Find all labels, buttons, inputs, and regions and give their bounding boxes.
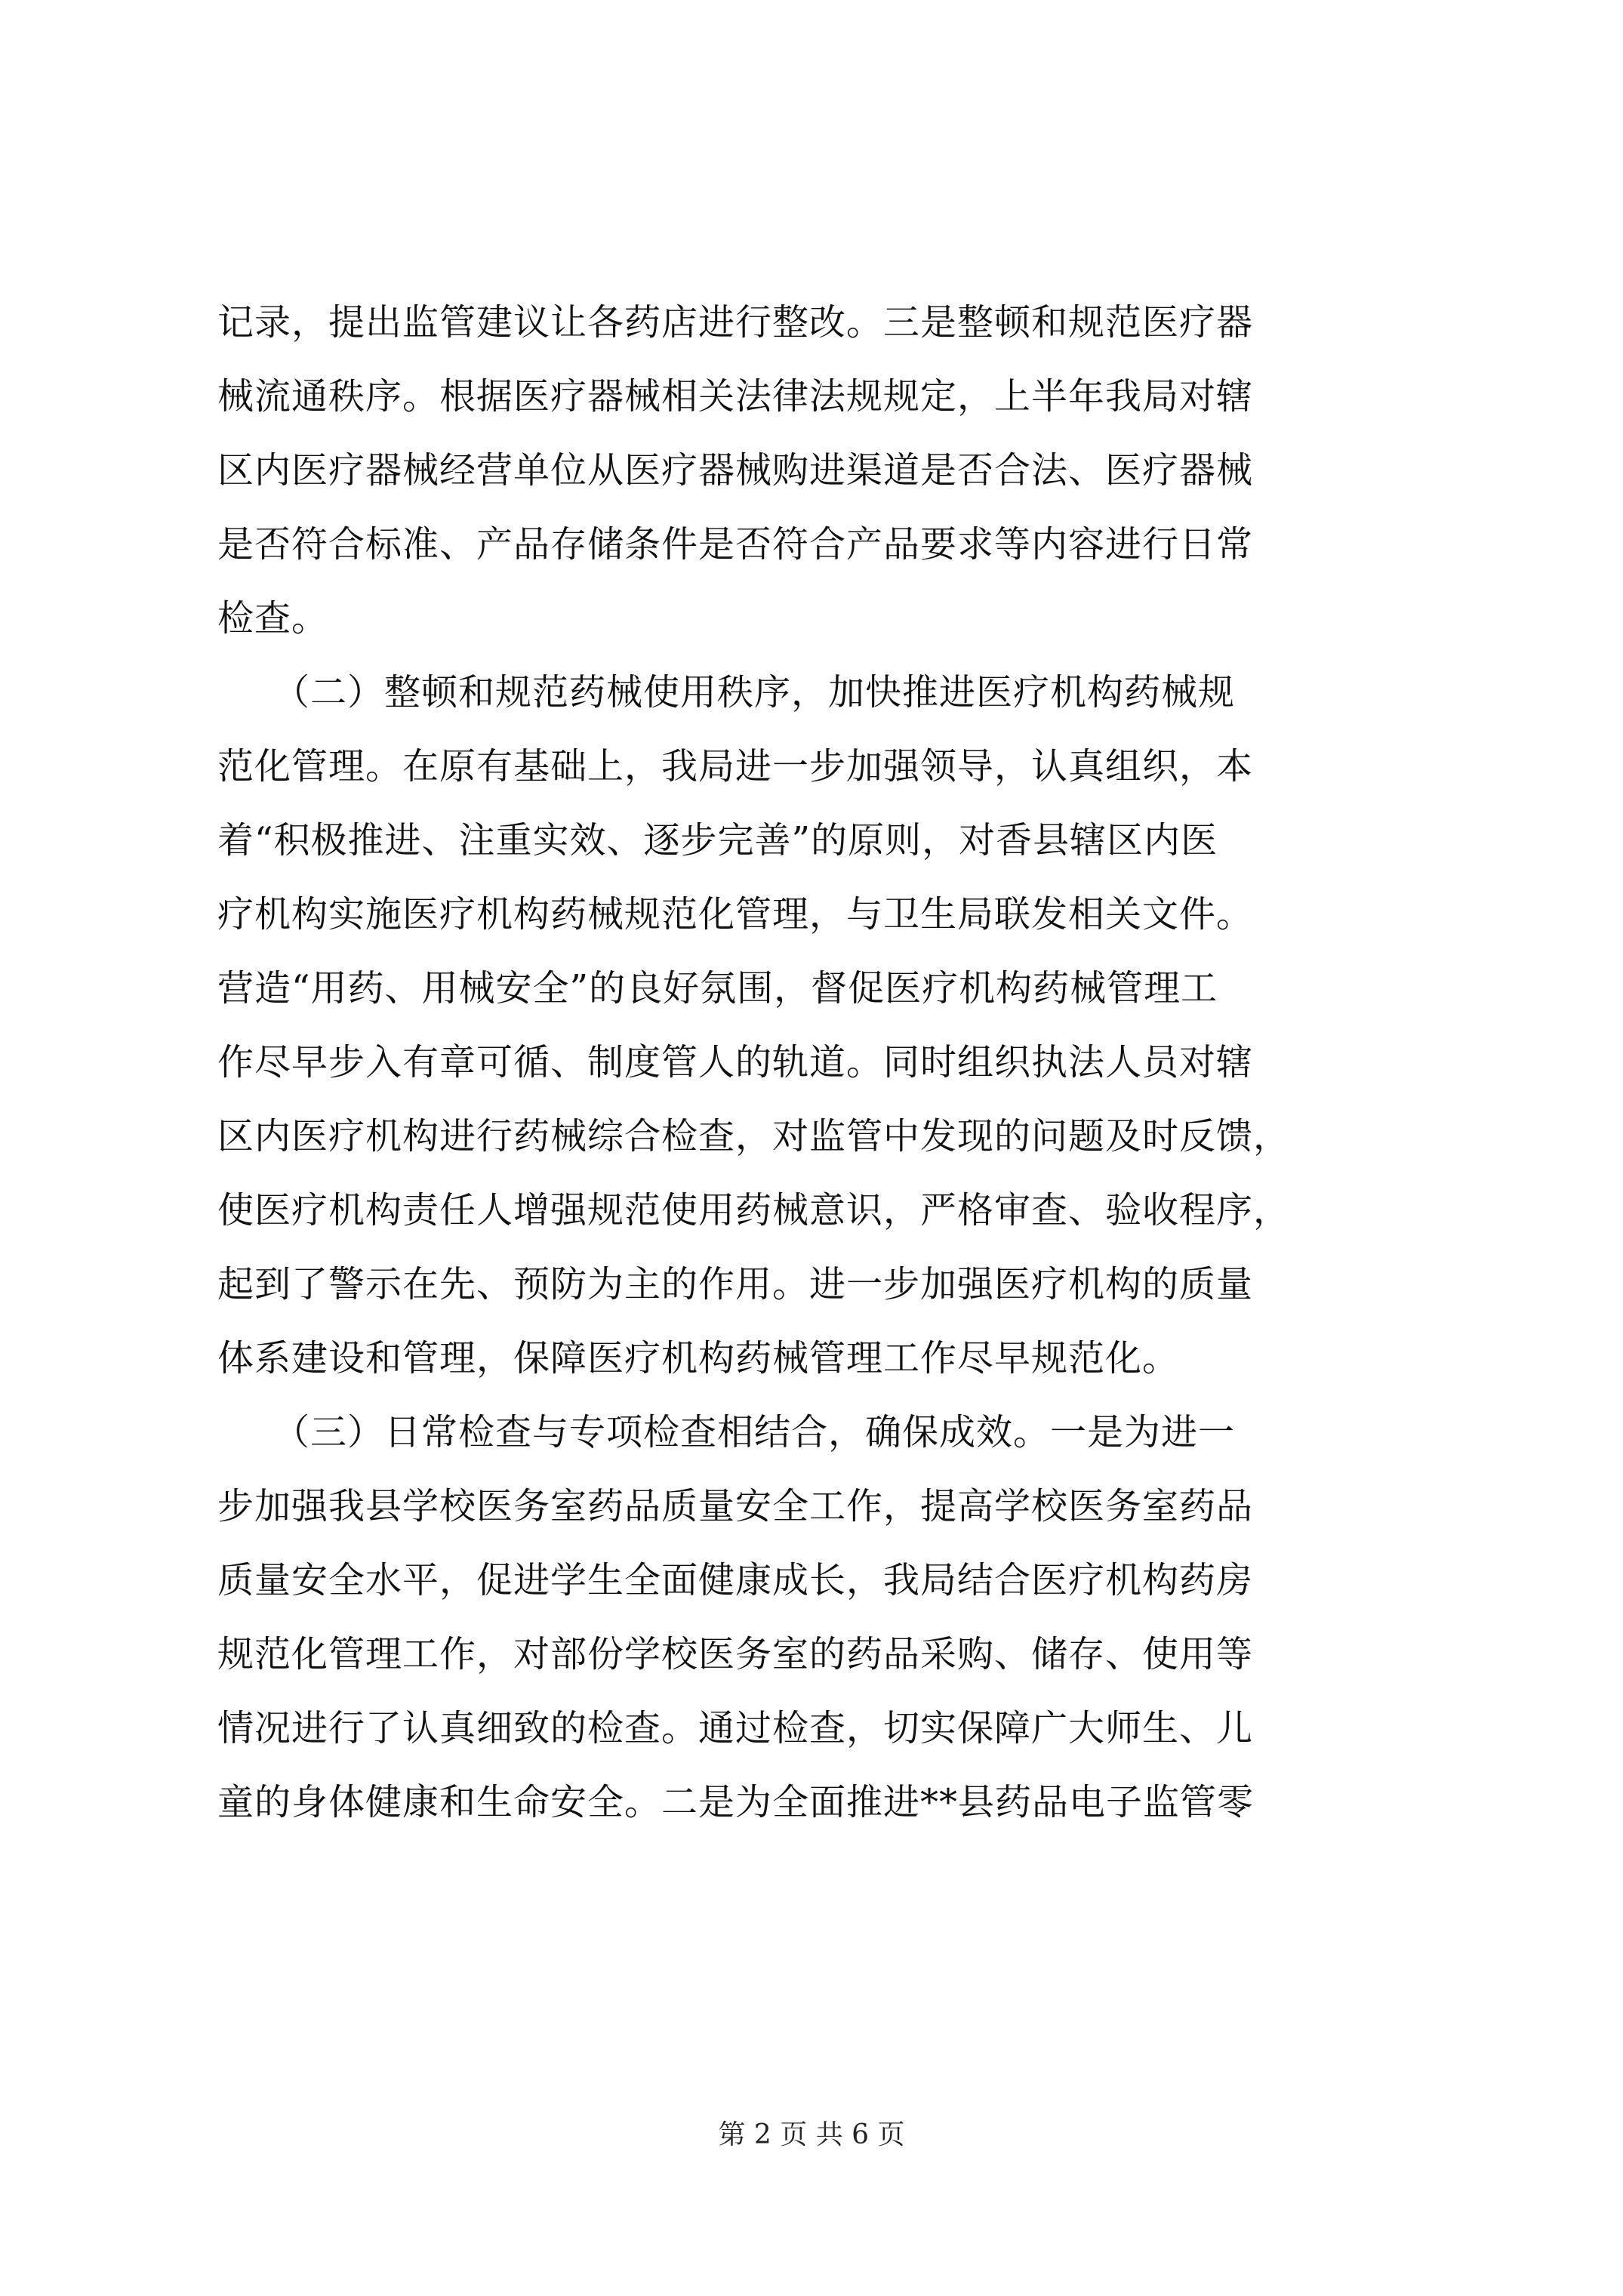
text-line: 质量安全水平，促进学生全面健康成长，我局结合医疗机构药房 <box>217 1559 1254 1601</box>
text-line: 记录，提出监管建议让各药店进行整改。三是整顿和规范医疗器 <box>217 301 1254 344</box>
text-line: （三）日常检查与专项检查相结合，确保成效。一是为进一 <box>217 1411 1236 1453</box>
text-line: 步加强我县学校医务室药品质量安全工作，提高学校医务室药品 <box>217 1485 1254 1527</box>
text-line: 是否符合标准、产品存储条件是否符合产品要求等内容进行日常 <box>217 523 1254 566</box>
text-line: （二）整顿和规范药械使用秩序，加快推进医疗机构药械规 <box>217 671 1236 713</box>
text-line: 起到了警示在先、预防为主的作用。进一步加强医疗机构的质量 <box>217 1263 1254 1305</box>
text-line: 规范化管理工作，对部份学校医务室的药品采购、储存、使用等 <box>217 1633 1254 1675</box>
text-line: 范化管理。在原有基础上，我局进一步加强领导，认真组织，本 <box>217 745 1254 787</box>
text-line: 着“积极推进、注重实效、逐步完善”的原则，对香县辖区内医 <box>217 819 1218 861</box>
text-line: 区内医疗器械经营单位从医疗器械购进渠道是否合法、医疗器械 <box>217 449 1254 492</box>
text-line: 童的身体健康和生命安全。二是为全面推进**县药品电子监管零 <box>217 1781 1255 1823</box>
text-line: 情况进行了认真细致的检查。通过检查，切实保障广大师生、儿 <box>217 1707 1254 1749</box>
page-number: 第 2 页 共 6 页 <box>718 2119 905 2150</box>
text-line: 使医疗机构责任人增强规范使用药械意识，严格审查、验收程序， <box>217 1189 1291 1231</box>
text-line: 营造“用药、用械安全”的良好氛围，督促医疗机构药械管理工 <box>217 967 1218 1009</box>
body-text <box>217 285 1425 1839</box>
text-line: 检查。 <box>217 597 329 639</box>
text-line: 体系建设和管理，保障医疗机构药械管理工作尽早规范化。 <box>217 1337 1180 1379</box>
page-footer <box>0 2116 1623 2154</box>
text-line: 区内医疗机构进行药械综合检查，对监管中发现的问题及时反馈， <box>217 1115 1291 1157</box>
text-line: 械流通秩序。根据医疗器械相关法律法规规定，上半年我局对辖 <box>217 375 1254 418</box>
text-line: 作尽早步入有章可循、制度管人的轨道。同时组织执法人员对辖 <box>217 1041 1254 1083</box>
text-line: 疗机构实施医疗机构药械规范化管理，与卫生局联发相关文件。 <box>217 893 1254 935</box>
